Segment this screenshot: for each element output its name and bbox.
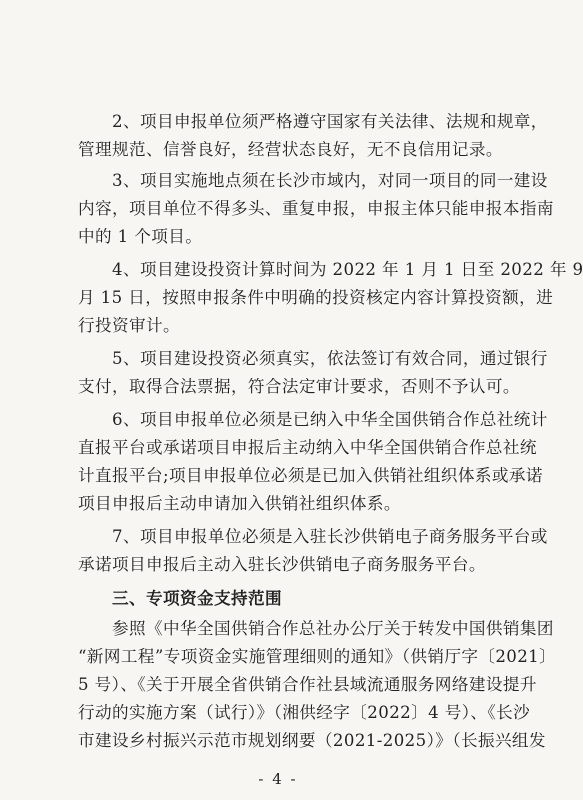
paragraph-3-line-2: 内容，项目单位不得多头、重复申报，申报主体只能申报本指南	[78, 199, 554, 218]
paragraph-7-line-1: 7、项目申报单位必须是入驻长沙供销电子商务服务平台或	[112, 527, 548, 546]
paragraph-5-line-1: 5、项目建设投资必须真实，依法签订有效合同，通过银行	[112, 349, 548, 368]
paragraph-2-line-1: 2、项目申报单位须严格遵守国家有关法律、法规和规章，	[112, 112, 548, 131]
paragraph-3-line-1: 3、项目实施地点须在长沙市域内，对同一项目的同一建设	[112, 171, 548, 190]
paragraph-7-line-2: 承诺项目申报后主动入驻长沙供销电子商务服务平台。	[78, 555, 486, 574]
paragraph-8-line-3: 5 号）、《关于开展全省供销合作社县域流通服务网络建设提升	[78, 675, 537, 694]
paragraph-8-line-2: “新网工程”专项资金实施管理细则的通知》（供销厅字〔2021〕	[78, 647, 557, 666]
paragraph-6-line-3: 计直报平台;项目申报单位必须是已加入供销社组织体系或承诺	[78, 466, 543, 485]
paragraph-5-line-2: 支付，取得合法票据，符合法定审计要求，否则不予认可。	[78, 377, 520, 396]
paragraph-6-line-4: 项目申报后主动申请加入供销社组织体系。	[78, 494, 401, 513]
paragraph-6-line-2: 直报平台或承诺项目申报后主动纳入中华全国供销合作总社统	[78, 438, 537, 457]
paragraph-8-line-5: 市建设乡村振兴示范市规划纲要（2021-2025）》（长振兴组发	[78, 731, 546, 750]
paragraph-4-line-1: 4、项目建设投资计算时间为 2022 年 1 月 1 日至 2022 年 9	[112, 260, 583, 279]
paragraph-6-line-1: 6、项目申报单位必须是已纳入中华全国供销合作总社统计	[112, 410, 548, 429]
section-heading: 三、专项资金支持范围	[112, 588, 282, 608]
paragraph-3-line-3: 中的 1 个项目。	[78, 227, 203, 246]
paragraph-4-line-3: 行投资审计。	[78, 316, 180, 335]
page-number: - 4 -	[258, 770, 298, 788]
paragraph-8-line-4: 行动的实施方案（试行）》（湘供经字〔2022〕4 号）、《长沙	[78, 703, 531, 722]
paragraph-8-line-1: 参照《中华全国供销合作总社办公厅关于转发中国供销集团	[112, 619, 554, 638]
paragraph-4-line-2: 月 15 日，按照申报条件中明确的投资核定内容计算投资额，进	[78, 288, 554, 307]
paragraph-2-line-2: 管理规范、信誉良好，经营状态良好，无不良信用记录。	[78, 140, 503, 159]
